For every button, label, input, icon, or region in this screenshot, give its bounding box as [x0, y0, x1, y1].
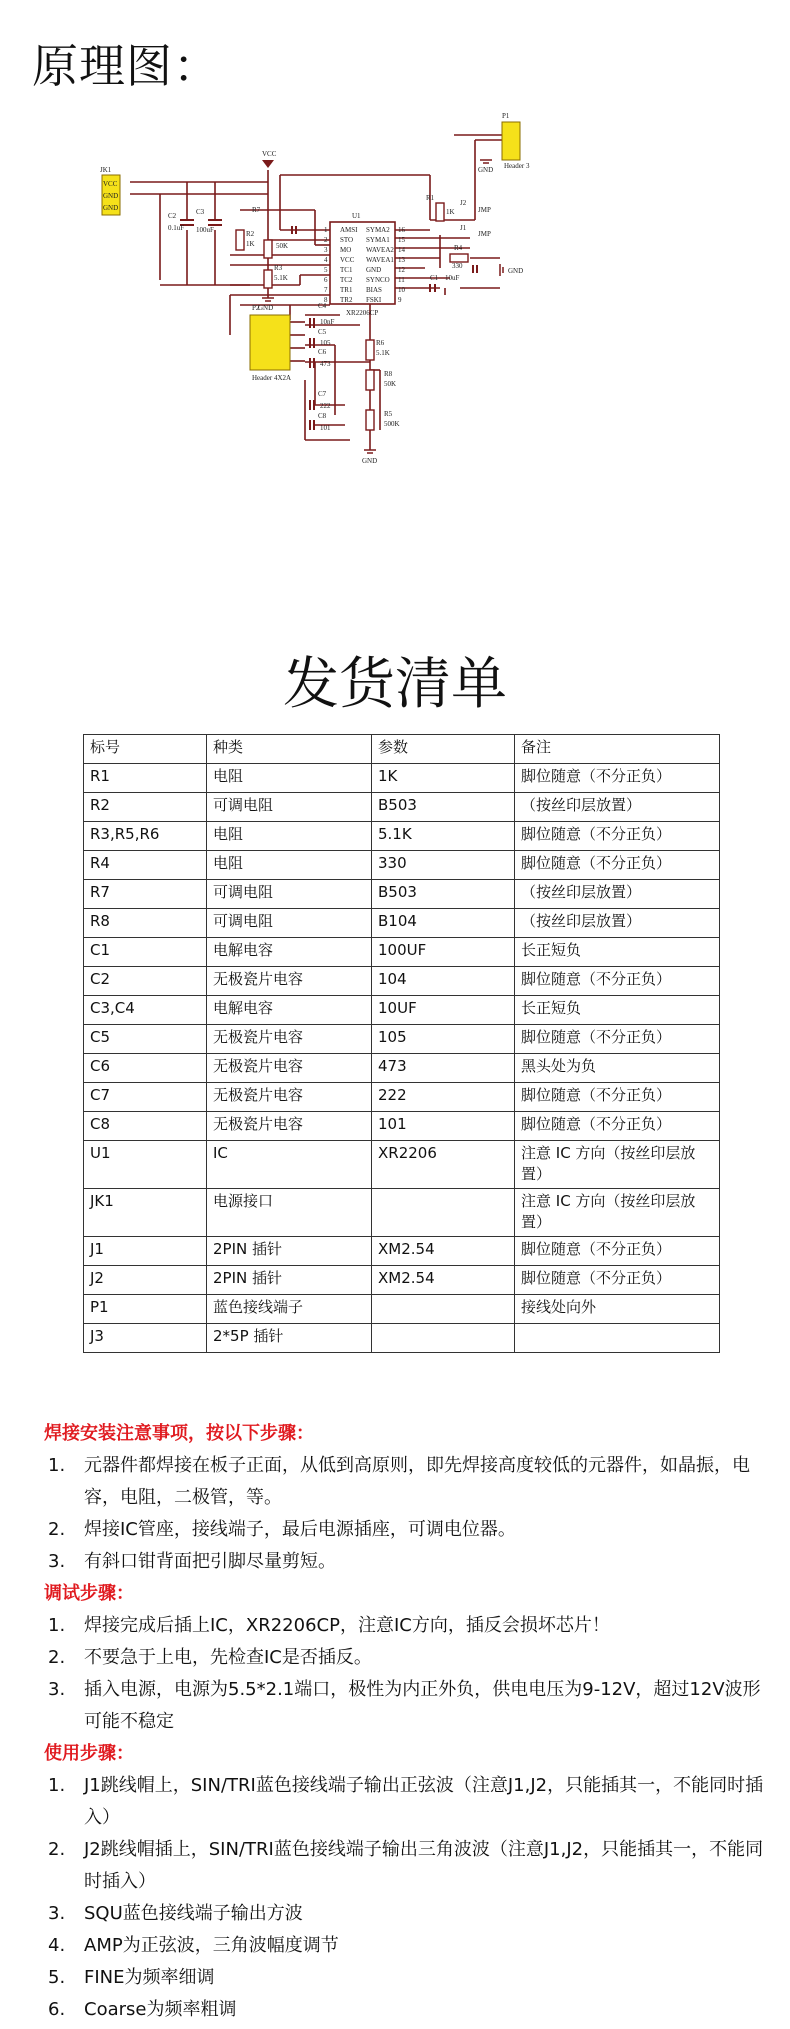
label-r5: R5: [384, 410, 393, 418]
table-cell: 2*5P 插针: [207, 1324, 372, 1353]
table-cell: 电阻: [207, 851, 372, 880]
table-cell: R7: [84, 880, 207, 909]
table-cell: JK1: [84, 1189, 207, 1237]
list-item: 2. J2跳线帽插上，SIN/TRI蓝色接线端子输出三角波波（注意J1,J2，只能插其一，不能同时插入）: [48, 1839, 764, 1892]
label-c4: C4: [318, 302, 327, 310]
table-row: [84, 880, 720, 909]
u1-pin-1: AMSI: [340, 226, 358, 234]
table-row: [84, 1054, 720, 1083]
table-row: [84, 938, 720, 967]
u1-num-15: 15: [398, 236, 405, 244]
u1-num-5: 5: [324, 266, 328, 274]
label-c6: C6: [318, 348, 327, 356]
table-cell: 330: [372, 851, 515, 880]
table-cell: B503: [372, 793, 515, 822]
label-u1-part: XR2206CP: [346, 309, 379, 317]
label-r3-val: 5.1K: [274, 274, 288, 282]
page-title: 原理图：: [32, 39, 220, 93]
u1-num-12: 12: [398, 266, 405, 274]
table-cell: 脚位随意（不分正负）: [515, 851, 720, 880]
label-gnd-top: GND: [478, 166, 494, 174]
u1-pin-16: SYMA2: [366, 226, 390, 234]
label-vcc: VCC: [262, 150, 277, 158]
table-cell: 100UF: [372, 938, 515, 967]
table-cell: C1: [84, 938, 207, 967]
u1-pin-12: GND: [366, 266, 382, 274]
list-item: 3. 有斜口钳背面把引脚尽量剪短。: [48, 1551, 336, 1572]
table-cell: R4: [84, 851, 207, 880]
table-cell: （按丝印层放置）: [515, 793, 720, 822]
label-r6: R6: [376, 339, 385, 347]
list-item: 2. 焊接IC管座，接线端子，最后电源插座，可调电位器。: [48, 1519, 516, 1540]
table-cell: 脚位随意（不分正负）: [515, 967, 720, 996]
u1-pin-3: MO: [340, 246, 352, 254]
table-cell: J3: [84, 1324, 207, 1353]
section-solder: [44, 1418, 764, 1578]
bom-body: [84, 764, 720, 1353]
label-c5-val: 105: [320, 339, 331, 347]
u1-pin-10: BIAS: [366, 286, 382, 294]
u1-num-4: 4: [324, 256, 328, 264]
table-cell: C2: [84, 967, 207, 996]
table-row: [84, 1083, 720, 1112]
table-cell: IC: [207, 1141, 372, 1189]
label-jk1-pin1: VCC: [103, 180, 118, 188]
table-header-row: [84, 735, 720, 764]
list-item: 1. 元器件都焊接在板子正面，从低到高原则，即先焊接高度较低的元器件，如晶振，电容，电阻，二极管，等。: [48, 1455, 750, 1508]
u1-num-2: 2: [324, 236, 328, 244]
table-cell: 105: [372, 1025, 515, 1054]
label-c5: C5: [318, 328, 327, 336]
u1-pin-2: STO: [340, 236, 354, 244]
table-cell: XM2.54: [372, 1237, 515, 1266]
table-row: [84, 1324, 720, 1353]
table-cell: C6: [84, 1054, 207, 1083]
u1-pin-9: FSKI: [366, 296, 382, 304]
label-r6-val: 5.1K: [376, 349, 390, 357]
label-p2-name: Header 4X2A: [252, 374, 292, 382]
label-c3: C3: [196, 208, 205, 216]
label-c2: C2: [168, 212, 177, 220]
table-cell: 10UF: [372, 996, 515, 1025]
label-r4-val: 330: [452, 262, 463, 270]
label-jk1: JK1: [100, 166, 112, 174]
header-cell: 备注: [515, 735, 720, 764]
label-gnd-bottom: GND: [362, 457, 378, 465]
table-cell: J2: [84, 1266, 207, 1295]
notes: [44, 1418, 764, 2026]
table-cell: [372, 1295, 515, 1324]
table-cell: 101: [372, 1112, 515, 1141]
u1-num-13: 13: [398, 256, 405, 264]
table-cell: R3,R5,R6: [84, 822, 207, 851]
label-r8: R8: [384, 370, 393, 378]
table-cell: 无极瓷片电容: [207, 1054, 372, 1083]
table-cell: C8: [84, 1112, 207, 1141]
table-cell: 黑头处为负: [515, 1054, 720, 1083]
table-cell: B104: [372, 909, 515, 938]
table-row: [84, 1266, 720, 1295]
table-row: [84, 1025, 720, 1054]
u1-pin-13: WAVEA1: [366, 256, 394, 264]
label-jk1-pin3: GND: [103, 204, 119, 212]
label-c4-val: 10nF: [320, 318, 335, 326]
list-item: 5. FINE为频率细调: [48, 1967, 215, 1988]
label-r7-val: 50K: [276, 242, 289, 250]
u1-pin-4: VCC: [340, 256, 355, 264]
table-cell: [372, 1189, 515, 1237]
label-c1-val: 10uF: [445, 274, 460, 282]
table-row: [84, 851, 720, 880]
table-cell: 注意 IC 方向（按丝印层放置）: [515, 1141, 720, 1189]
table-cell: 蓝色接线端子: [207, 1295, 372, 1324]
u1-num-8: 8: [324, 296, 328, 304]
table-row: [84, 1237, 720, 1266]
u1-num-1: 1: [324, 226, 328, 234]
label-j2: J2: [460, 199, 467, 207]
table-row: [84, 996, 720, 1025]
table-cell: 脚位随意（不分正负）: [515, 1266, 720, 1295]
u1-num-9: 9: [398, 296, 402, 304]
u1-pin-6: TC2: [340, 276, 353, 284]
u1-num-16: 16: [398, 226, 405, 234]
u1-pin-14: WAVEA2: [366, 246, 394, 254]
u1-pin-7: TR1: [340, 286, 353, 294]
table-row: [84, 764, 720, 793]
table-cell: 2PIN 插针: [207, 1266, 372, 1295]
table-cell: 无极瓷片电容: [207, 1112, 372, 1141]
table-row: [84, 822, 720, 851]
label-c8: C8: [318, 412, 327, 420]
label-c1: C1: [430, 274, 439, 282]
label-p2: P2: [252, 304, 260, 312]
table-cell: 可调电阻: [207, 909, 372, 938]
section-list: [44, 1450, 764, 1578]
table-row: [84, 1189, 720, 1237]
label-jk1-pin2: GND: [103, 192, 119, 200]
u1-pin-15: SYMA1: [366, 236, 390, 244]
table-cell: 104: [372, 967, 515, 996]
table-cell: 脚位随意（不分正负）: [515, 1112, 720, 1141]
u1-num-7: 7: [324, 286, 328, 294]
table-cell: 脚位随意（不分正负）: [515, 1237, 720, 1266]
label-gnd: GND: [258, 304, 274, 312]
label-j1-val: JMP: [478, 230, 491, 238]
label-r2-val: 1K: [246, 240, 255, 248]
label-r8-val: 50K: [384, 380, 397, 388]
list-item: 6. Coarse为频率粗调: [48, 1999, 237, 2020]
label-r2: R2: [246, 230, 255, 238]
section-usage: [44, 1738, 764, 2026]
label-r4: R4: [454, 244, 463, 252]
header-cell: 种类: [207, 735, 372, 764]
label-c6-val: 473: [320, 360, 331, 368]
u1-pin-11: SYNCO: [366, 276, 390, 284]
table-cell: （按丝印层放置）: [515, 880, 720, 909]
label-p1: P1: [502, 112, 510, 120]
table-cell: 473: [372, 1054, 515, 1083]
table-cell: J1: [84, 1237, 207, 1266]
table-row: [84, 1141, 720, 1189]
section-heading: 焊接安装注意事项，按以下步骤：: [44, 1423, 314, 1444]
table-row: [84, 909, 720, 938]
label-r5-val: 500K: [384, 420, 400, 428]
table-cell: XM2.54: [372, 1266, 515, 1295]
section-heading: 调试步骤：: [44, 1583, 134, 1604]
table-cell: 222: [372, 1083, 515, 1112]
table-cell: 电阻: [207, 764, 372, 793]
u1-num-11: 11: [398, 276, 405, 284]
label-gnd-right: GND: [508, 267, 524, 275]
table-cell: 长正短负: [515, 996, 720, 1025]
list-item: 4. AMP为正弦波，三角波幅度调节: [48, 1935, 339, 1956]
label-c7: C7: [318, 390, 327, 398]
table-cell: P1: [84, 1295, 207, 1324]
table-cell: C7: [84, 1083, 207, 1112]
table-cell: 电解电容: [207, 996, 372, 1025]
list-item: 3. SQU蓝色接线端子输出方波: [48, 1903, 303, 1924]
table-cell: 注意 IC 方向（按丝印层放置）: [515, 1189, 720, 1237]
table-cell: 电源接口: [207, 1189, 372, 1237]
table-cell: 1K: [372, 764, 515, 793]
section-heading: 使用步骤：: [44, 1743, 134, 1764]
label-u1: U1: [352, 212, 361, 220]
label-c2-val: 0.1uF: [168, 224, 185, 232]
table-cell: 无极瓷片电容: [207, 1025, 372, 1054]
table-cell: C5: [84, 1025, 207, 1054]
label-j1: J1: [460, 224, 467, 232]
label-c8-val: 101: [320, 424, 331, 432]
label-r3: R3: [274, 264, 283, 272]
table-row: [84, 1295, 720, 1324]
section-debug: [44, 1578, 764, 1738]
label-p1-name: Header 3: [504, 162, 530, 170]
table-cell: 可调电阻: [207, 793, 372, 822]
table-cell: C3,C4: [84, 996, 207, 1025]
u1-num-3: 3: [324, 246, 328, 254]
table-cell: B503: [372, 880, 515, 909]
table-cell: 电阻: [207, 822, 372, 851]
list-item: 2. 不要急于上电，先检查IC是否插反。: [48, 1647, 372, 1668]
table-row: [84, 1112, 720, 1141]
label-j2-val: JMP: [478, 206, 491, 214]
label-c3-val: 100uF: [196, 226, 214, 234]
table-cell: 脚位随意（不分正负）: [515, 1083, 720, 1112]
table-row: [84, 967, 720, 996]
table-cell: [372, 1324, 515, 1353]
table-cell: 脚位随意（不分正负）: [515, 822, 720, 851]
label-r1: R1: [426, 194, 435, 202]
table-cell: 可调电阻: [207, 880, 372, 909]
section-list: [44, 1610, 764, 1738]
table-row: [84, 793, 720, 822]
u1-num-10: 10: [398, 286, 405, 294]
bom-table: [83, 734, 720, 1353]
section-list: [44, 1770, 764, 2026]
list-item: 1. J1跳线帽上，SIN/TRI蓝色接线端子输出正弦波（注意J1,J2，只能插其一，不能同时插入）: [48, 1775, 764, 1828]
u1-pin-8: TR2: [340, 296, 353, 304]
list-item: 3. 插入电源，电源为5.5*2.1端口，极性为内正外负，供电电压为9-12V，超过12V波形可能不稳定: [48, 1679, 761, 1732]
table-cell: R2: [84, 793, 207, 822]
list-item: 1. 焊接完成后插上IC，XR2206CP，注意IC方向，插反会损坏芯片！: [48, 1615, 610, 1636]
table-cell: 无极瓷片电容: [207, 1083, 372, 1112]
header-cell: 标号: [84, 735, 207, 764]
table-cell: 5.1K: [372, 822, 515, 851]
table-cell: 脚位随意（不分正负）: [515, 1025, 720, 1054]
table-cell: 无极瓷片电容: [207, 967, 372, 996]
u1-num-14: 14: [398, 246, 405, 254]
header-cell: 参数: [372, 735, 515, 764]
u1-pin-5: TC1: [340, 266, 353, 274]
schematic-diagram: [100, 112, 720, 600]
label-c7-val: 222: [320, 402, 331, 410]
table-cell: XR2206: [372, 1141, 515, 1189]
table-cell: 电解电容: [207, 938, 372, 967]
table-cell: [515, 1324, 720, 1353]
table-cell: 长正短负: [515, 938, 720, 967]
table-cell: 接线处向外: [515, 1295, 720, 1324]
label-r7: R7: [252, 206, 261, 214]
u1-num-6: 6: [324, 276, 328, 284]
table-cell: U1: [84, 1141, 207, 1189]
table-cell: （按丝印层放置）: [515, 909, 720, 938]
table-cell: 脚位随意（不分正负）: [515, 764, 720, 793]
table-cell: 2PIN 插针: [207, 1237, 372, 1266]
bom-title: 发货清单: [283, 652, 507, 717]
label-r1-val: 1K: [446, 208, 455, 216]
table-cell: R1: [84, 764, 207, 793]
table-cell: R8: [84, 909, 207, 938]
